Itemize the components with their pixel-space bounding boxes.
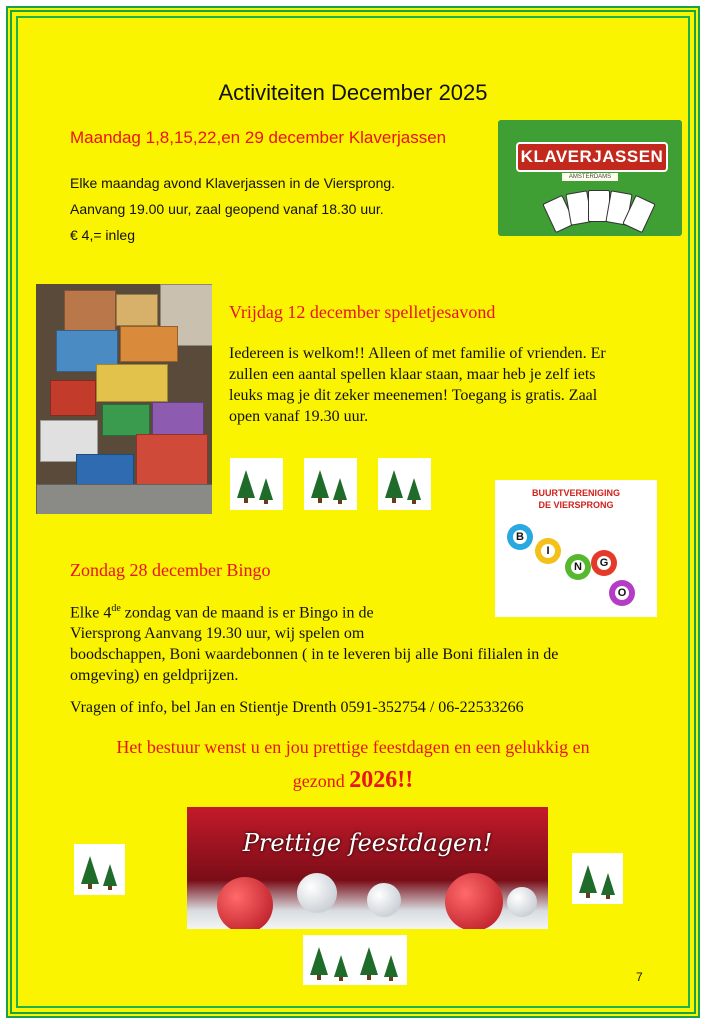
- bingo-ball-icon: G: [591, 550, 617, 576]
- bingo-line: boodschappen, Boni waardebonnen ( in te leveren bij alle Boni filialen in de: [70, 646, 559, 664]
- ornament-icon: [507, 887, 537, 917]
- greeting-year: 2026!!: [349, 767, 414, 793]
- bingo-logo-line2: DE VIERSPRONG: [538, 500, 614, 510]
- contact-info: Vragen of info, bel Jan en Stientje Drenth 0591-352754 / 06-22533266: [70, 699, 524, 716]
- greeting-line2: gezond 2026!!: [292, 767, 414, 793]
- spelletjes-heading: Vrijdag 12 december spelletjesavond: [229, 302, 496, 322]
- christmas-tree-icon: [74, 844, 125, 895]
- klaverjassen-logo-sub: AMSTERDAMS: [562, 173, 618, 181]
- klaverjassen-heading: Maandag 1,8,15,22,en 29 december Klaverjassen: [70, 128, 447, 147]
- bingo-line: Viersprong Aanvang 19.30 uur, wij spelen om: [70, 625, 365, 643]
- ornament-icon: [297, 873, 337, 913]
- ornament-icon: [445, 873, 503, 929]
- klaverjassen-logo: [498, 120, 682, 236]
- bingo-ball-icon: O: [609, 580, 635, 606]
- ornament-icon: [367, 883, 401, 917]
- bingo-heading: Zondag 28 december Bingo: [70, 560, 271, 580]
- christmas-tree-icon: [230, 458, 283, 510]
- klaverjassen-line: Elke maandag avond Klaverjassen in de Viersprong.: [70, 175, 396, 191]
- spelletjes-line: zullen een aantal spellen klaar staan, maar heb je zelf iets: [229, 366, 596, 383]
- bingo-text: [70, 598, 670, 686]
- bingo-logo-line1: BUURTVERENIGING: [531, 488, 620, 498]
- klaverjassen-logo-text: KLAVERJASSEN: [516, 142, 668, 172]
- christmas-tree-icon: [304, 458, 357, 510]
- christmas-banner: [187, 807, 548, 929]
- bingo-line: omgeving) en geldprijzen.: [70, 667, 239, 685]
- page-number: 7: [636, 970, 643, 984]
- christmas-tree-icon: [572, 853, 623, 904]
- klaverjassen-line: Aanvang 19.00 uur, zaal geopend vanaf 18.30 uur.: [70, 201, 384, 217]
- spelletjes-line: leuks mag je dit zeker meenemen! Toegang is gratis. Zaal: [229, 387, 598, 404]
- spelletjes-line: Iedereen is welkom!! Alleen of met familie of vrienden. Er: [229, 345, 606, 362]
- bingo-line: Elke 4de zondag van de maand is er Bingo in de: [70, 603, 374, 622]
- greeting-line1: Het bestuur wenst u en jou prettige feestdagen en een gelukkig en: [116, 737, 590, 757]
- ornament-icon: [217, 877, 273, 929]
- bingo-logo: [495, 480, 657, 617]
- page-title: Activiteiten December 2025: [218, 80, 488, 105]
- spelletjes-text: [229, 343, 669, 427]
- bingo-ball-icon: I: [535, 538, 561, 564]
- christmas-trees-icon: [303, 935, 407, 985]
- bingo-ball-icon: N: [565, 554, 591, 580]
- spelletjes-line: open vanaf 19.30 uur.: [229, 408, 369, 425]
- banner-text: Prettige feestdagen!: [242, 829, 493, 857]
- board-games-photo: [36, 284, 212, 514]
- klaverjassen-line: € 4,= inleg: [70, 227, 135, 243]
- christmas-tree-icon: [378, 458, 431, 510]
- bingo-ball-icon: B: [507, 524, 533, 550]
- klaverjassen-text: [70, 170, 490, 248]
